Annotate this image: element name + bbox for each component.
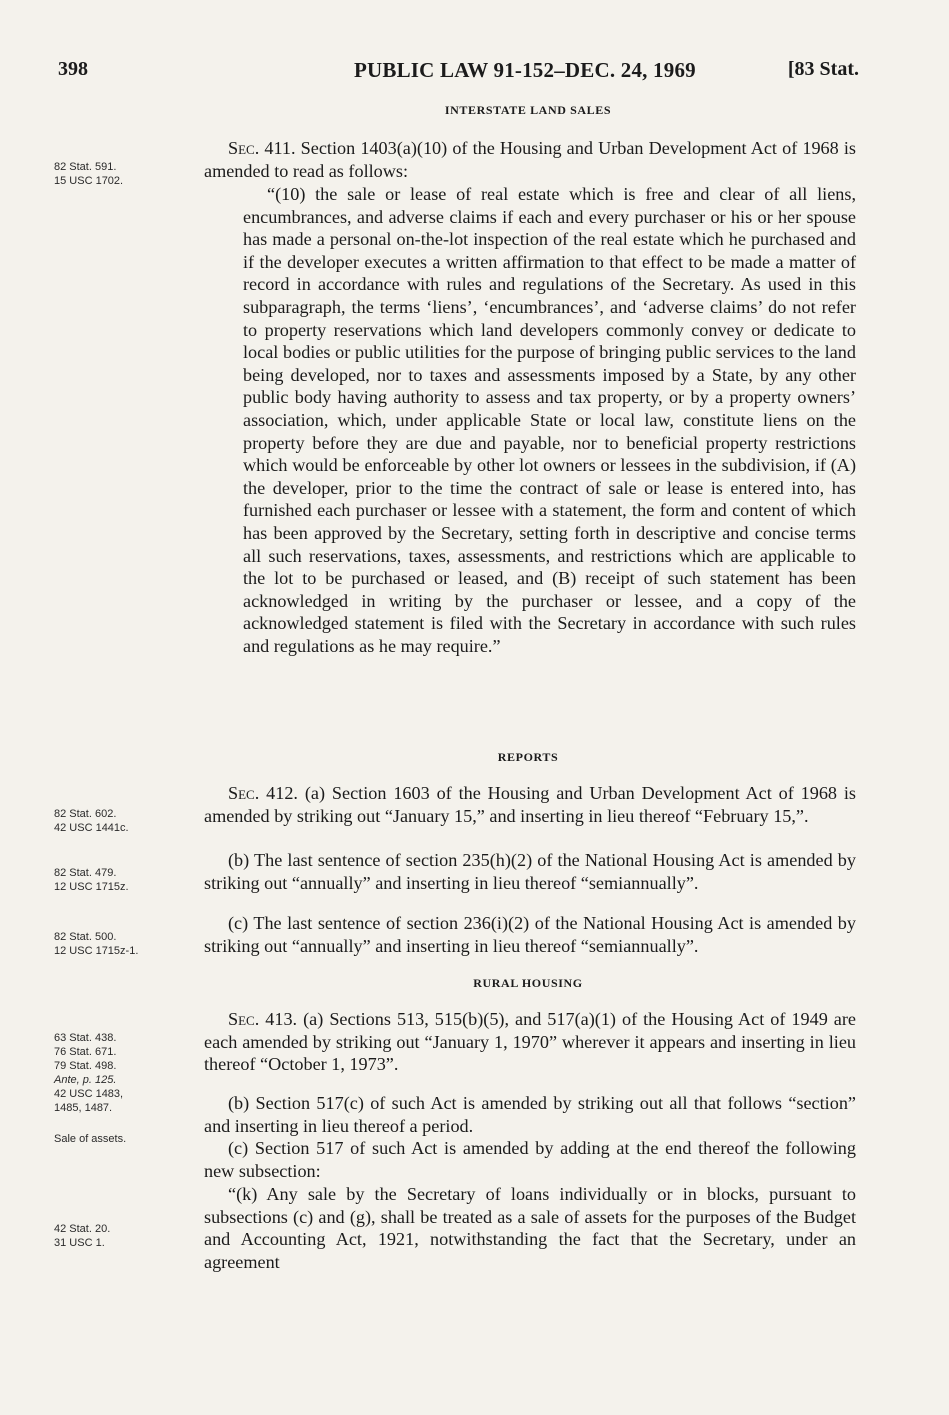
margin-note-42-stat-20: 42 Stat. 20. 31 USC 1. <box>54 1223 111 1249</box>
page-number: 398 <box>58 58 88 80</box>
sec-412-c: (c) The last sentence of section 236(i)(2) of the National Housing Act is amended by striking out “annually” and inserting in lieu thereof “semiannually”. <box>204 913 856 956</box>
sec-413-b: (b) Section 517(c) of such Act is amended by striking out all that follows “section” and inserting in lieu thereof a period. <box>204 1093 856 1136</box>
sec-411-text: Section 1403(a)(10) of the Housing and Urban Development Act of 1968 is amended to read as follows: <box>204 138 856 181</box>
margin-note-sale-of-assets: Sale of assets. <box>54 1133 127 1145</box>
margin-note-82-stat-479: 82 Stat. 479. 12 USC 1715z. <box>54 867 129 893</box>
sec-412-b: (b) The last sentence of section 235(h)(2) of the National Housing Act is amended by striking out “annually” and inserting in lieu thereof “semiannually”. <box>204 850 856 893</box>
section-heading-reports: REPORTS <box>497 750 559 764</box>
sec-413-label: Sec. 413. <box>228 1009 298 1029</box>
sec-411-label: Sec. 411. <box>228 138 296 158</box>
sec-413-a-text: (a) Sections 513, 515(b)(5), and 517(a)(1) of the Housing Act of 1949 are each amended by striking out “January 1, 1970” wherever it appears and inserting in lieu thereof “October 1, 1973”. <box>204 1009 856 1075</box>
margin-note-82-stat-500: 82 Stat. 500. 12 USC 1715z-1. <box>54 931 139 957</box>
sec-411-intro <box>204 137 856 182</box>
statute-reference: [83 Stat. <box>787 58 859 80</box>
margin-note-82-stat-591: 82 Stat. 591. 15 USC 1702. <box>54 161 124 187</box>
sec-412-a <box>204 782 856 827</box>
sec-412-label: Sec. 412. <box>228 783 298 803</box>
sec-413-a <box>204 1008 856 1076</box>
section-heading-interstate: INTERSTATE LAND SALES <box>444 103 612 117</box>
margin-note-ante: Ante, p. 125. <box>54 1074 117 1086</box>
sec-413-c: (c) Section 517 of such Act is amended by adding at the end thereof the following new subsection: <box>204 1138 856 1181</box>
margin-note-42-usc-1483: 42 USC 1483, 1485, 1487. <box>54 1088 124 1114</box>
sec-412-a-text: (a) Section 1603 of the Housing and Urban Development Act of 1968 is amended by striking out “January 15,” and inserting in lieu thereof “February 15,”. <box>204 783 857 826</box>
law-title: PUBLIC LAW 91-152–DEC. 24, 1969 <box>354 58 696 82</box>
margin-note-63-stat-438: 63 Stat. 438. 76 Stat. 671. 79 Stat. 498. <box>54 1032 117 1072</box>
sec-411-quote: “(10) the sale or lease of real estate which is free and clear of all liens, encumbrances, and adverse claims if each and every purchaser or his or her spouse has made a personal on-the-lot inspection of the real estate which he purchased and if the developer executes a written affirmation to that effect to be made a matter of record in accordance with rules and regulations of the Secretary. As used in this subparagraph, the terms ‘liens’, ‘encumbrances’, and ‘adverse claims’ do not refer to property reservations which land developers commonly convey or dedicate to local bodies or public utilities for the purpose of bringing public services to the land being developed, nor to taxes and assessments imposed by a State, by any other public body having authority to assess and tax property, or by a property owners’ association, which, under applicable State or local law, constitute liens on the property before they are due and payable, nor to beneficial property restrictions which would be enforceable by other lot owners or lessees in the subdivision, if (A) the developer, prior to the time the contract of sale or lease is entered into, has furnished each purchaser or lessee with a statement, the form and content of which has been approved by the Secretary, setting forth in descriptive and concise terms all such reservations, taxes, assessments, and restrictions which are applicable to the lot to be purchased or leased, and (B) receipt of such statement has been acknowledged in writing by the purchaser or lessee, and a copy of the acknowledged statement is filed with the Secretary in accordance with such rules and regulations as he may require.” <box>243 184 856 656</box>
page-header <box>58 58 859 88</box>
section-heading-rural: RURAL HOUSING <box>473 976 583 990</box>
sec-413-k: “(k) Any sale by the Secretary of loans individually or in blocks, pursuant to subsections (c) and (g), shall be treated as a sale of assets for the purposes of the Budget and Accounting Act, 1921, notwithstanding the fact that the Secretary, under an agreement <box>204 1184 856 1272</box>
margin-note-82-stat-602: 82 Stat. 602. 42 USC 1441c. <box>54 808 129 834</box>
